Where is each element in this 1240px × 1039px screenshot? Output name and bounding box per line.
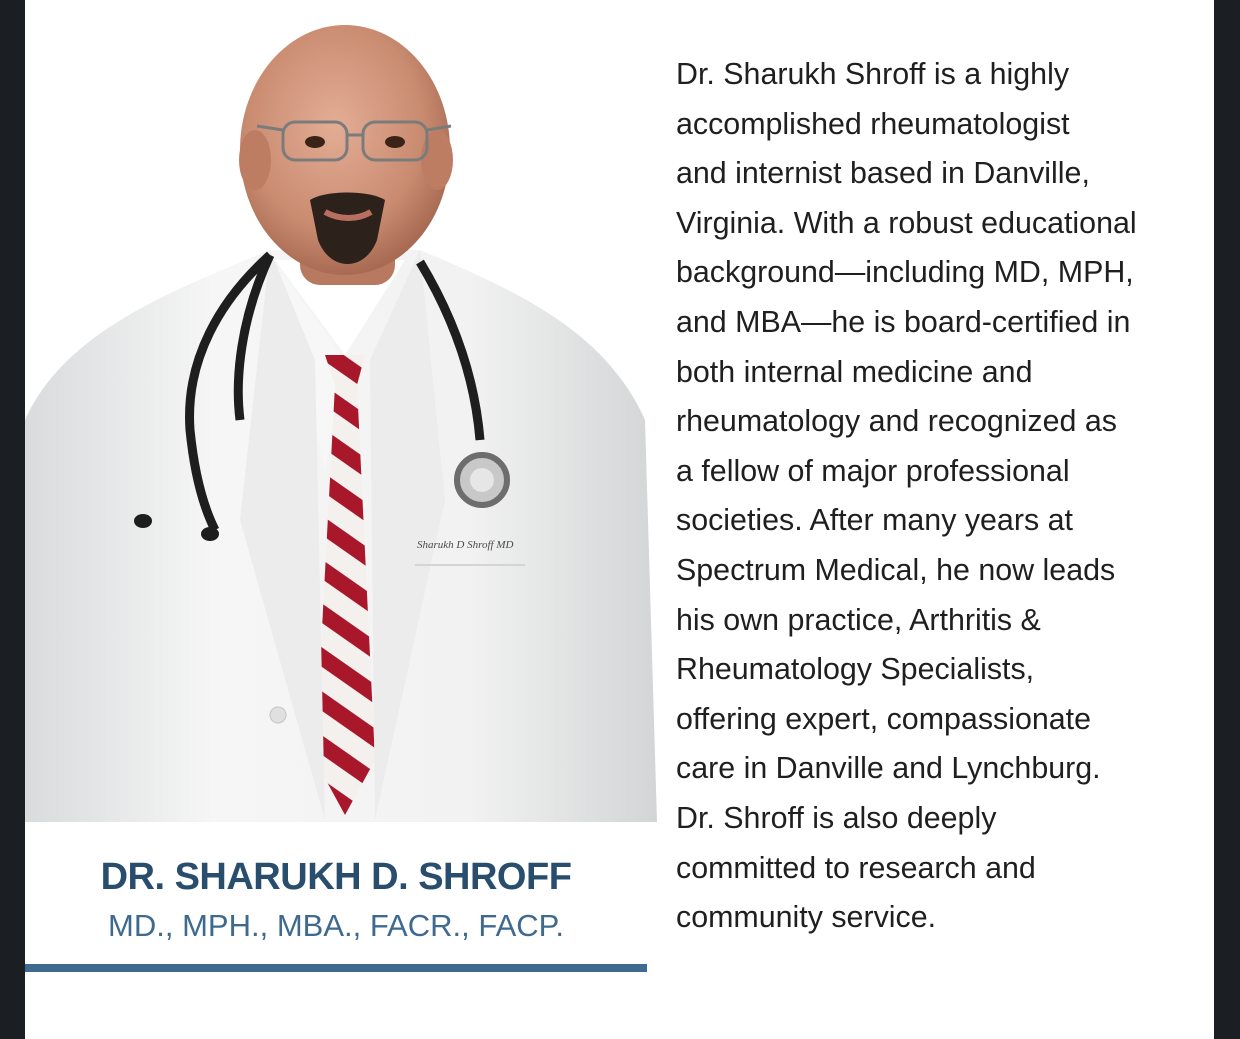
name-underline <box>25 964 647 972</box>
bio-line: Spectrum Medical, he now leads <box>676 552 1116 587</box>
bio-line: community service. <box>676 900 937 935</box>
bio-line: committed to research and <box>676 850 1036 885</box>
bio-paragraph <box>676 50 1206 943</box>
frame-right <box>1214 0 1240 1039</box>
doctor-name: DR. SHARUKH D. SHROFF <box>100 856 572 898</box>
frame-left <box>0 0 25 1039</box>
bio-line: a fellow of major professional <box>676 453 1070 488</box>
coat-signature: Sharukh D Shroff MD <box>417 539 514 551</box>
bio-line: offering expert, compassionate <box>676 701 1092 736</box>
bio-line: Dr. Sharukh Shroff is a highly <box>676 57 1070 91</box>
bio-line: accomplished rheumatologist <box>676 106 1070 141</box>
bio-line: rheumatology and recognized as <box>676 404 1117 439</box>
bio-line: Rheumatology Specialists, <box>676 652 1035 687</box>
bio-line: and MBA—he is board-certified in <box>676 304 1131 339</box>
bio-line: care in Danville and Lynchburg. <box>676 751 1101 786</box>
bio-line: his own practice, Arthritis & <box>676 602 1041 637</box>
bio-line: and internist based in Danville, <box>676 156 1090 191</box>
bio-line: background—including MD, MPH, <box>676 255 1134 290</box>
bio-line: Virginia. With a robust educational <box>676 205 1137 240</box>
bio-line: societies. After many years at <box>676 503 1073 538</box>
bio-line: Dr. Shroff is also deeply <box>676 800 997 835</box>
bio-line: both internal medicine and <box>676 354 1033 389</box>
profile-card <box>25 0 1214 1039</box>
doctor-photo <box>25 0 657 822</box>
doctor-credentials: MD., MPH., MBA., FACR., FACP. <box>108 908 564 943</box>
name-block <box>25 840 647 941</box>
